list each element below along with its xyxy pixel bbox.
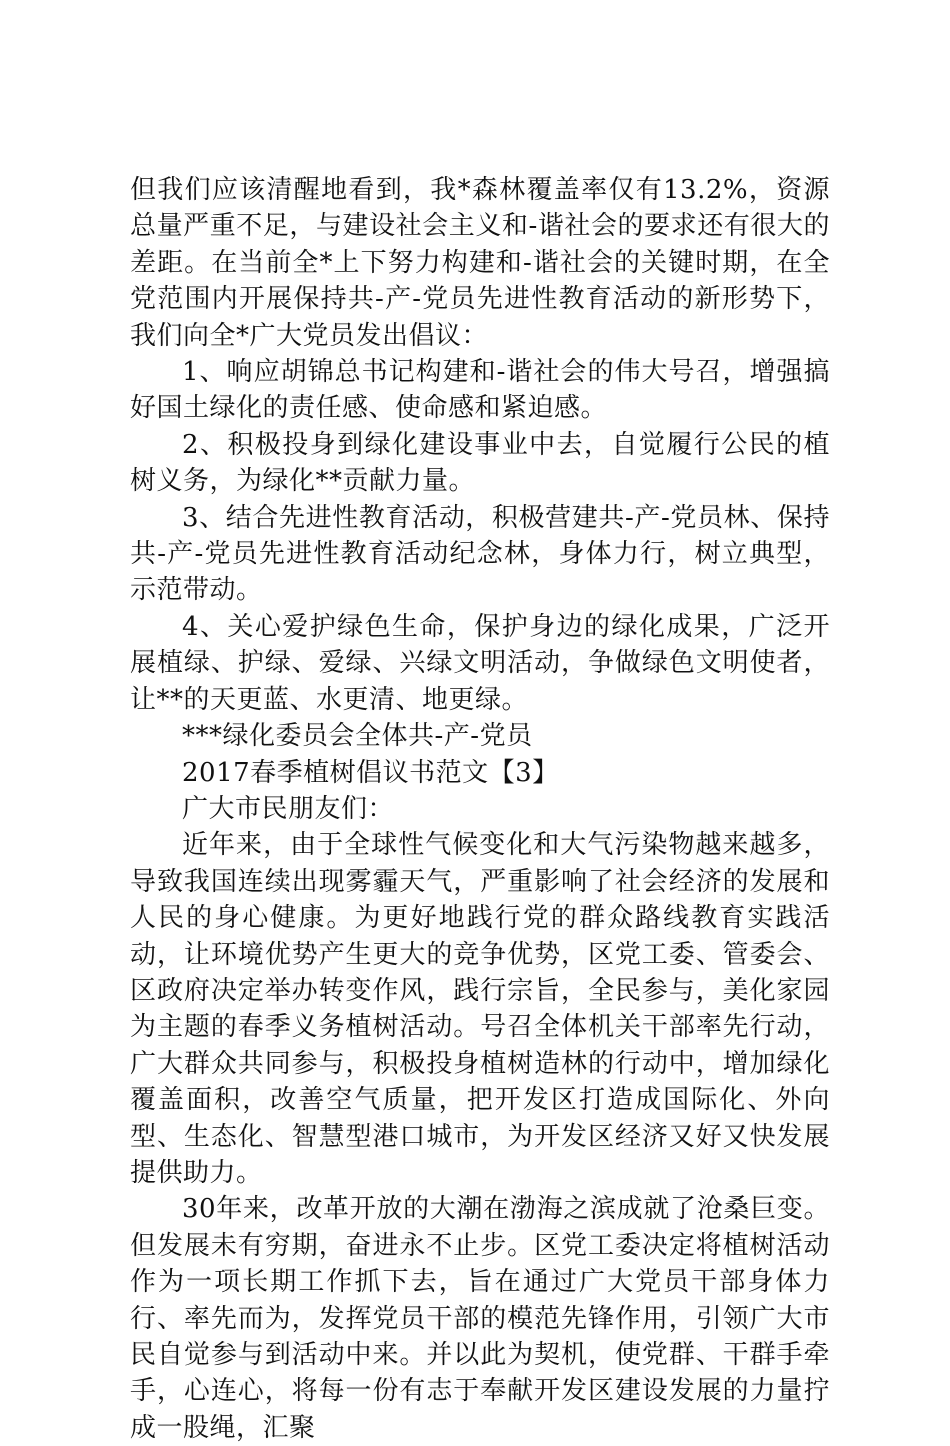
signature-line: ***绿化委员会全体共-产-党员 [182,721,533,752]
paragraph-item-2: 2、积极投身到绿化建设事业中去，自觉履行公民的植树义务，为绿化**贡献力量。 [130,429,830,497]
section-heading: 2017春季植树倡议书范文【3】 [182,757,559,788]
paragraph-item-3: 3、结合先进性教育活动，积极营建共-产-党员林、保持共-产-党员先进性教育活动纪念林，身体力行，树立典型，示范带动。 [130,502,830,606]
paragraph-body-2: 30年来，改革开放的大潮在渤海之滨成就了沧桑巨变。但发展未有穷期，奋进永不止步。区党工委决定将植树活动作为一项长期工作抓下去，旨在通过广大党员干部身体力行、率先而为，发挥党员干部的模范先锋作用，引领广大市民自觉参与到活动中来。并以此为契机，使党群、干群手牵手，心连心，将每一份有志于奉献开发区建设发展的力量拧成一股绳，汇聚 [130,1194,830,1443]
paragraph-item-4: 4、关心爱护绿色生命，保护身边的绿化成果，广泛开展植绿、护绿、爱绿、兴绿文明活动，争做绿色文明使者，让**的天更蓝、水更清、地更绿。 [130,611,830,715]
paragraph-intro: 但我们应该清醒地看到，我*森林覆盖率仅有13.2%，资源总量严重不足，与建设社会主义和-谐社会的要求还有很大的差距。在当前全*上下努力构建和-谐社会的关键时期，在全党范围内开展保持共-产-党员先进性教育活动的新形势下，我们向全*广大党员发出倡议： [130,175,830,351]
paragraph-body-1: 近年来，由于全球性气候变化和大气污染物越来越多，导致我国连续出现雾霾天气，严重影响了社会经济的发展和人民的身心健康。为更好地践行党的群众路线教育实践活动，让环境优势产生更大的竞争优势，区党工委、管委会、区政府决定举办转变作风，践行宗旨，全民参与，美化家园为主题的春季义务植树活动。号召全体机关干部率先行动，广大群众共同参与，积极投身植树造林的行动中，增加绿化覆盖面积，改善空气质量，把开发区打造成国际化、外向型、生态化、智慧型港口城市，为开发区经济又好又快发展提供助力。 [130,830,830,1188]
salutation: 广大市民朋友们： [182,793,395,824]
paragraph-item-1: 1、响应胡锦总书记构建和-谐社会的伟大号召，增强搞好国土绿化的责任感、使命感和紧迫感。 [130,357,830,424]
document-body [130,172,830,1446]
